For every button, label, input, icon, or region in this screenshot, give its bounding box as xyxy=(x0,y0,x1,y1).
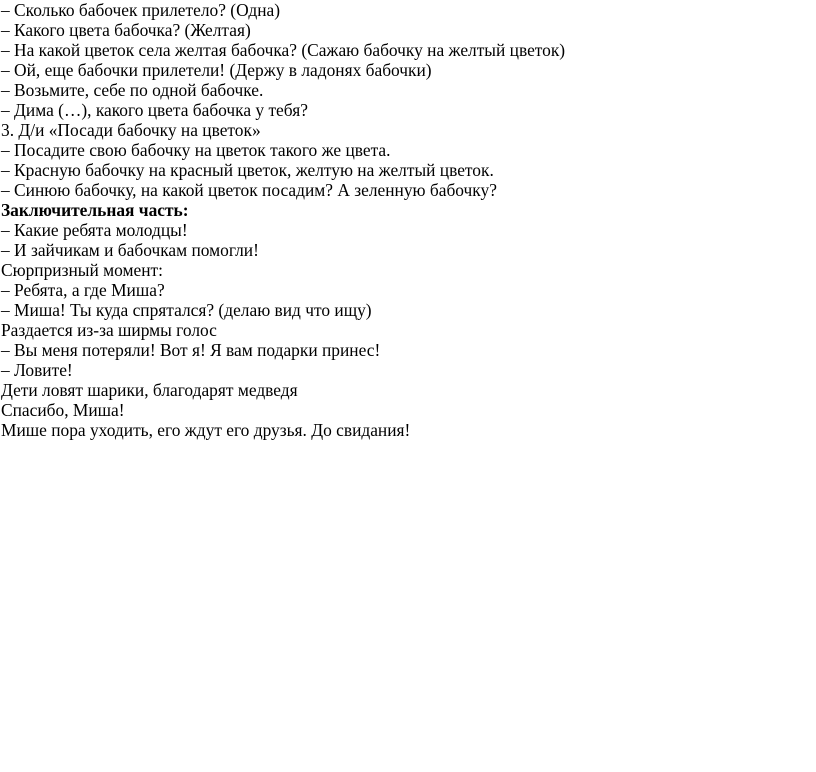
section-heading-game: 3. Д/и «Посади бабочку на цветок» xyxy=(1,120,261,140)
section-heading-final: Заключительная часть: xyxy=(1,200,189,220)
text-line: – Дима (…), какого цвета бабочка у тебя? xyxy=(1,100,308,120)
text-line: – Ой, еще бабочки прилетели! (Держу в ладонях бабочки) xyxy=(1,60,432,80)
text-line: Дети ловят шарики, благодарят медведя xyxy=(1,380,298,400)
text-line: – Ребята, а где Миша? xyxy=(1,280,165,300)
text-line: – Синюю бабочку, на какой цветок посадим? А зеленную бабочку? xyxy=(1,180,497,200)
text-line: – И зайчикам и бабочкам помогли! xyxy=(1,240,259,260)
text-line: – Какие ребята молодцы! xyxy=(1,220,188,240)
text-line: – Красную бабочку на красный цветок, желтую на желтый цветок. xyxy=(1,160,494,180)
text-line: – Сколько бабочек прилетело? (Одна) xyxy=(1,0,281,20)
section-heading-surprise: Сюрпризный момент: xyxy=(1,260,163,280)
text-line: – Посадите свою бабочку на цветок такого же цвета. xyxy=(1,140,391,160)
text-line: – На какой цветок села желтая бабочка? (Сажаю бабочку на желтый цветок) xyxy=(1,40,566,60)
text-line: – Вы меня потеряли! Вот я! Я вам подарки принес! xyxy=(1,340,381,360)
text-line: Спасибо, Миша! xyxy=(1,400,125,420)
text-line: – Возьмите, себе по одной бабочке. xyxy=(1,80,264,100)
text-line: – Миша! Ты куда спрятался? (делаю вид что ищу) xyxy=(1,300,372,320)
text-line: – Какого цвета бабочка? (Желтая) xyxy=(1,20,251,40)
text-line: – Ловите! xyxy=(1,360,73,380)
text-line: Мише пора уходить, его ждут его друзья. До свидания! xyxy=(1,420,411,440)
text-line: Раздается из-за ширмы голос xyxy=(1,320,217,340)
